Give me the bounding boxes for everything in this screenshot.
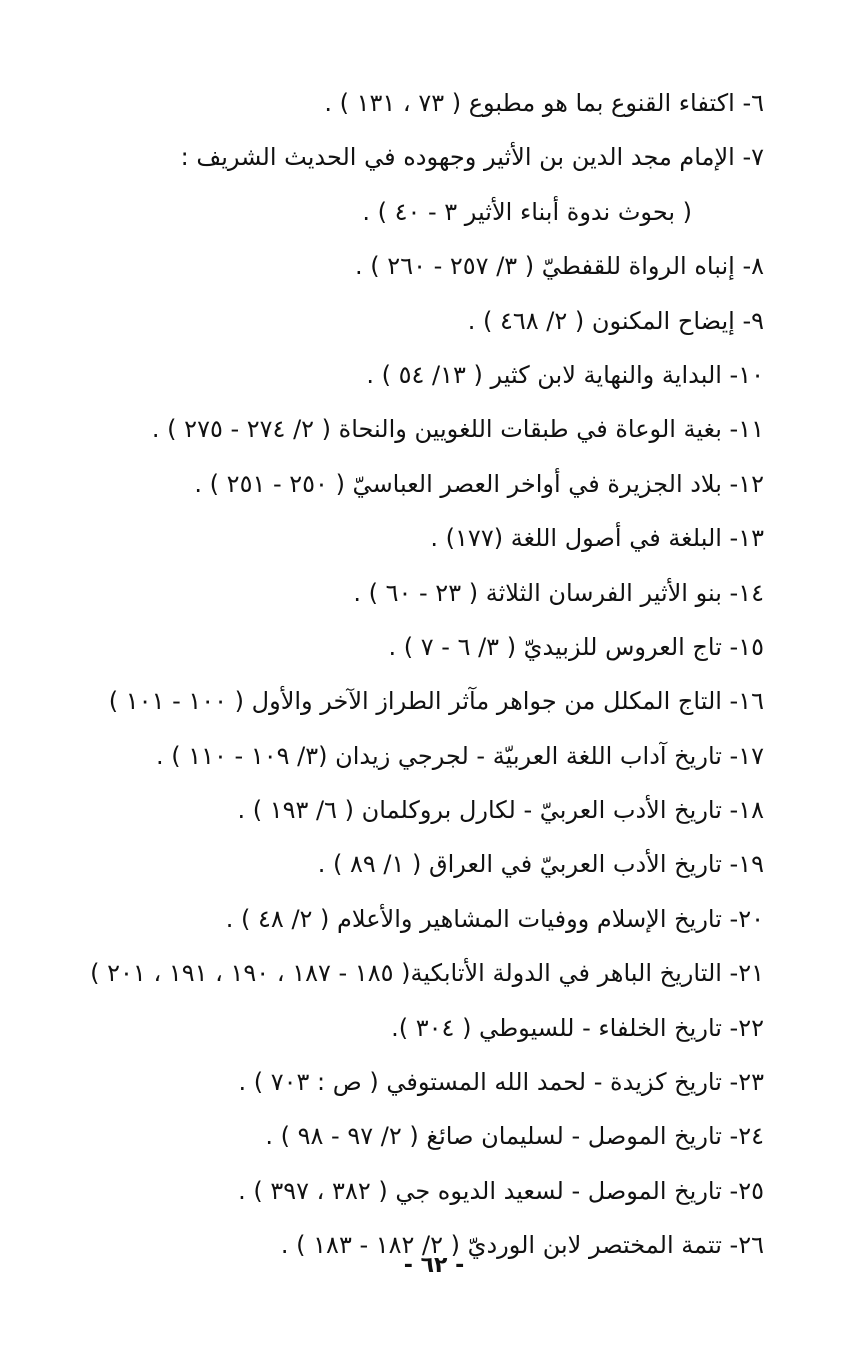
reference-entry: ٦- اكتفاء القنوع بما هو مطبوع ( ٧٣ ، ١٣١ ) . bbox=[324, 89, 764, 117]
reference-entry: ٧- الإمام مجد الدين بن الأثير وجهوده في الحديث الشريف : bbox=[180, 143, 764, 172]
reference-entry: ١٢- بلاد الجزيرة في أواخر العصر العباسيّ ( ٢٥٠ - ٢٥١ ) . bbox=[194, 469, 764, 498]
reference-entry: ٢٦- تتمة المختصر لابن الورديّ ( ٢/ ١٨٢ - ١٨٣ ) . bbox=[280, 1231, 764, 1260]
page-number: - ٦٢ - bbox=[403, 1253, 465, 1278]
reference-entry: ٢٢- تاريخ الخلفاء - للسيوطي ( ٣٠٤ ). bbox=[391, 1013, 764, 1042]
reference-entry: ١٠- البداية والنهاية لابن كثير ( ١٣/ ٥٤ ) . bbox=[366, 360, 764, 389]
reference-entry: ١٧- تاريخ آداب اللغة العربيّة - لجرجي زيدان (٣/ ١٠٩ - ١١٠ ) . bbox=[156, 741, 764, 770]
reference-entry-continuation: ( بحوث ندوة أبناء الأثير ٣ - ٤٠ ) . bbox=[362, 197, 692, 226]
reference-entry: ٢٣- تاريخ كزيدة - لحمد الله المستوفي ( ص : ٧٠٣ ) . bbox=[238, 1068, 764, 1097]
reference-entry: ٢٥- تاريخ الموصل - لسعيد الديوه جي ( ٣٨٢ ، ٣٩٧ ) . bbox=[238, 1176, 764, 1205]
reference-entry: ١٣- البلغة في أصول اللغة (١٧٧) . bbox=[430, 524, 764, 553]
reference-entry: ٩- إيضاح المكنون ( ٢/ ٤٦٨ ) . bbox=[467, 306, 764, 335]
reference-entry: ١٤- بنو الأثير الفرسان الثلاثة ( ٢٣ - ٦٠ ) . bbox=[353, 578, 764, 607]
reference-entry: ١٨- تاريخ الأدب العربيّ - لكارل بروكلمان ( ٦/ ١٩٣ ) . bbox=[237, 796, 764, 825]
reference-entry: ٢١- التاريخ الباهر في الدولة الأتابكية( ١٨٥ - ١٨٧ ، ١٩٠ ، ١٩١ ، ٢٠١ ) bbox=[90, 959, 764, 988]
reference-entry: ١٦- التاج المكلل من جواهر مآثر الطراز الآخر والأول ( ١٠٠ - ١٠١ ) bbox=[108, 687, 764, 716]
reference-list bbox=[14, 76, 764, 1273]
reference-entry: ٨- إنباه الرواة للقفطيّ ( ٣/ ٢٥٧ - ٢٦٠ ) . bbox=[355, 252, 764, 281]
reference-entry: ٢٤- تاريخ الموصل - لسليمان صائغ ( ٢/ ٩٧ - ٩٨ ) . bbox=[265, 1122, 764, 1151]
reference-entry: ٢٠- تاريخ الإسلام ووفيات المشاهير والأعلام ( ٢/ ٤٨ ) . bbox=[225, 904, 764, 933]
reference-entry: ١١- بغية الوعاة في طبقات اللغويين والنحاة ( ٢/ ٢٧٤ - ٢٧٥ ) . bbox=[151, 415, 764, 444]
reference-entry: ١٩- تاريخ الأدب العربيّ في العراق ( ١/ ٨٩ ) . bbox=[317, 850, 764, 879]
reference-entry: ١٥- تاج العروس للزبيديّ ( ٣/ ٦ - ٧ ) . bbox=[388, 632, 764, 661]
